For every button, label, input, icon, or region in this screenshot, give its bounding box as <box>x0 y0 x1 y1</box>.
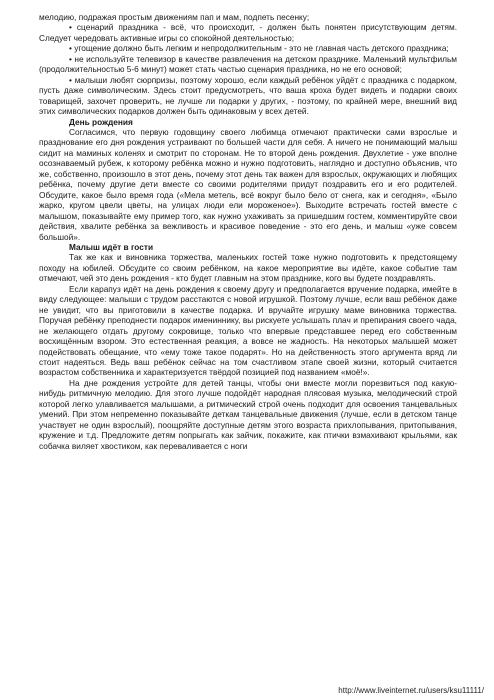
section-heading-visiting: Малыш идёт в гости <box>69 241 154 252</box>
bullet-item-treat: • угощение должно быть легким и непродолжительным - это не главная часть детского праздника; <box>69 43 449 54</box>
footer-source-link[interactable]: http://www.liveinternet.ru/users/ksu11111/ <box>338 686 484 695</box>
document-page <box>39 12 457 451</box>
paragraph-intro: мелодию, подражая простым движениям пап и мам, подпеть песенку; <box>39 12 310 22</box>
paragraph-visiting-prepare: Так же как и виновника торжества, маленьких гостей тоже нужно подготовить к предстоящему походу на юбилей. Обсудите со своим ребёнком, на какое мероприятие вы идёте, какое событие там отмечают, чей это день рождения - кто будет главным на этом празднике, кого вы будете поздравлять. <box>39 252 457 284</box>
paragraph-birthday: Согласимся, что первую годовщину своего любимца отмечают практически сами взрослые и празднование его дня рождения устраивают по большей части для себя. А ничего не понимающий малыш сидит на маминых коленях и смотрит по сторонам. Не то второй день рождения. Двухлетие - уже вполне осознаваемый рубеж, к которому ребёнка можно и нужно подготовить, наглядно и доступно объяснив, что же, собственно, произошло в этот день, почему этот день так важен для взрослых, окружающих и любящих ребёнка, почему другие дети вместе со своими родителями придут поздравить его и его родителей. Обсудите, какое было время года («Мела метель, всё вокруг было бело от снега, как и сегодня», «Было жарко, кругом цвели цветы, на улицах люди ели мороженое»). Выходите встречать гостей вместе с малышом, показывайте ему пример того, как нужно ухаживать за пришедшим гостем, комментируйте свои действия, хвалите ребёнка за вежливость и красивое поведение - это его день, и малыш «уже совсем большой». <box>39 126 457 242</box>
bullet-item-surprises: • малыши любят сюрпризы, поэтому хорошо, если каждый ребёнок уйдёт с праздника с подарком, пусть даже символическим. Здесь стоит предусмотреть, что ваша кроха будет видеть и подарки своих товарищей, захочет проверить, не лучше ли подарки у других, - поэтому, по крайней мере, внешний вид этих символических подарков должен быть одинаковым у всех детей. <box>39 74 457 117</box>
paragraph-visiting-gift: Если карапуз идёт на день рождения к своему другу и предполагается вручение подарка, имейте в виду следующее: малыши с трудом расстаются с новой игрушкой. Поэтому лучше, если ваш ребёнок даже не увидит, что вы приготовили в качестве подарка. И вручайте игрушку маме виновника торжества. Поручая ребёнку преподнести подарок имениннику, вы рискуете услышать плач и препирания своего чада, не желающего отдать другому сокровище, только что впервые представшее перед его собственным восхищённым взором. Это естественная реакция, а вовсе не жадность. На некоторых малышей может подействовать обещание, что «ему тоже такое подарят». Но на действенность этого аргумента вряд ли стоит надеяться. Ведь ваш ребёнок сейчас на том счастливом этапе своей жизни, который считается возрастом собственника и характеризуется твёрдой позицией под названием «моё!». <box>39 283 457 378</box>
section-heading-birthday: День рождения <box>69 116 133 127</box>
paragraph-visiting-dance: На дне рождения устройте для детей танцы, чтобы они вместе могли порезвиться под какую-нибудь ритмичную мелодию. Для этого лучше подойдёт народная плясовая музыка, мелодический строй которой легко улавливается малышами, а ритмический строй очень подходит для освоения танцевальных умений. При этом непременно показывайте деткам танцевальные движения (лучше, если в детском танце участвует не один взрослый), поощряйте доступные детям этого возраста прихлопывания, притопывания, кружение и т.д. Предложите детям попрыгать как зайчик, покажите, как птички взмахивают крыльями, как собачка виляет хвостиком, как переваливается с ноги <box>39 377 457 451</box>
bullet-item-tv: • не используйте телевизор в качестве развлечения на детском празднике. Маленький мультфильм (продолжительностью 5-6 минут) может стать частью сценария праздника, но не его основой; <box>39 53 457 75</box>
bullet-item-scenario: • сценарий праздника - всё, что происходит, - должен быть понятен присутствующим детям. Следует чередовать активные игры со спокойной деятельностью; <box>39 22 457 43</box>
